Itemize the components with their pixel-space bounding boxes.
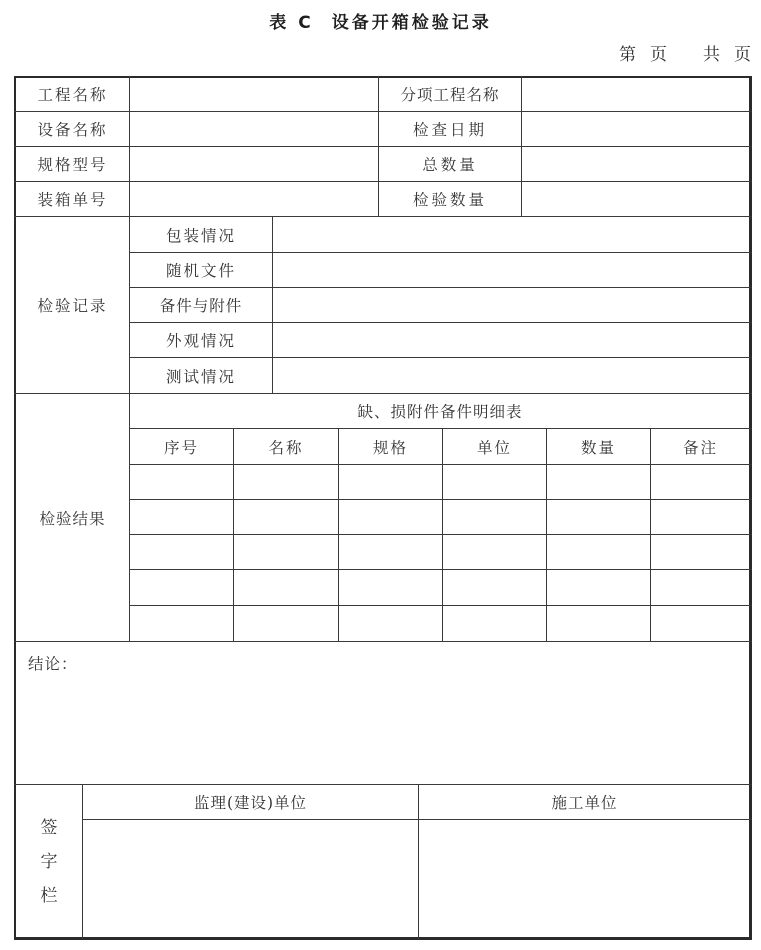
- table-row[interactable]: [130, 465, 750, 499]
- col-header-name: 名称: [268, 438, 304, 457]
- equipment-name-field[interactable]: [130, 112, 378, 146]
- subproject-name-field[interactable]: [522, 77, 750, 111]
- spares-accessories-field[interactable]: [273, 288, 750, 322]
- label-inspection-record: 检验记录: [37, 297, 108, 315]
- label-project-name: 工程名称: [37, 86, 108, 104]
- project-name-field[interactable]: [130, 77, 378, 111]
- signature-char: 栏: [40, 885, 58, 906]
- table-row[interactable]: [130, 500, 750, 534]
- label-accompanying-docs: 随机文件: [165, 262, 236, 280]
- packing-list-no-field[interactable]: [130, 182, 378, 216]
- label-testing: 测试情况: [165, 367, 236, 386]
- inspection-date-field[interactable]: [522, 112, 750, 146]
- label-packaging: 包装情况: [165, 226, 236, 245]
- signature-char: 签: [40, 817, 58, 838]
- label-supervision-unit: 监理(建设)单位: [193, 794, 308, 812]
- supervision-signature-field[interactable]: [83, 820, 418, 938]
- packaging-field[interactable]: [273, 217, 750, 252]
- table-row[interactable]: [130, 570, 750, 605]
- conclusion-field[interactable]: [16, 642, 750, 784]
- label-equipment-name: 设备名称: [37, 121, 108, 139]
- form-title: 设备开箱检验记录: [331, 13, 492, 33]
- page-indicator: [619, 40, 751, 65]
- label-construction-unit: 施工单位: [551, 794, 618, 812]
- label-signature-column: [16, 785, 82, 938]
- label-packing-list-no: 装箱单号: [37, 191, 108, 209]
- label-spares-accessories: 备件与附件: [159, 297, 243, 315]
- table-row[interactable]: [130, 535, 750, 569]
- label-inspection-date: 检查日期: [412, 121, 487, 139]
- total-quantity-field[interactable]: [522, 147, 750, 181]
- page-suffix: 页: [650, 45, 667, 65]
- appearance-field[interactable]: [273, 323, 750, 357]
- table-number: 表 C: [269, 13, 314, 33]
- col-header-seq: 序号: [163, 438, 199, 457]
- label-subproject-name: 分项工程名称: [400, 86, 500, 104]
- construction-signature-field[interactable]: [419, 820, 750, 938]
- col-header-remarks: 备注: [682, 438, 718, 457]
- inspected-quantity-field[interactable]: [522, 182, 750, 216]
- total-suffix: 页: [734, 45, 751, 65]
- accompanying-docs-field[interactable]: [273, 253, 750, 287]
- label-total-quantity: 总数量: [422, 156, 478, 174]
- label-inspected-quantity: 检验数量: [412, 191, 487, 209]
- testing-field[interactable]: [273, 358, 750, 393]
- model-spec-field[interactable]: [130, 147, 378, 181]
- col-header-quantity: 数量: [580, 438, 616, 457]
- col-header-spec: 规格: [372, 438, 408, 457]
- label-appearance: 外观情况: [165, 332, 236, 350]
- label-model-spec: 规格型号: [37, 156, 108, 174]
- document-title: [0, 8, 761, 33]
- table-row[interactable]: [130, 606, 750, 641]
- page-prefix: 第: [619, 45, 636, 65]
- label-conclusion: 结论：: [28, 655, 78, 673]
- signature-char: 字: [40, 851, 58, 872]
- missing-damaged-parts-caption: 缺、损附件备件明细表: [357, 403, 523, 421]
- total-prefix: 共: [703, 45, 720, 65]
- col-header-unit: 单位: [476, 438, 512, 457]
- label-inspection-result: 检验结果: [39, 509, 106, 528]
